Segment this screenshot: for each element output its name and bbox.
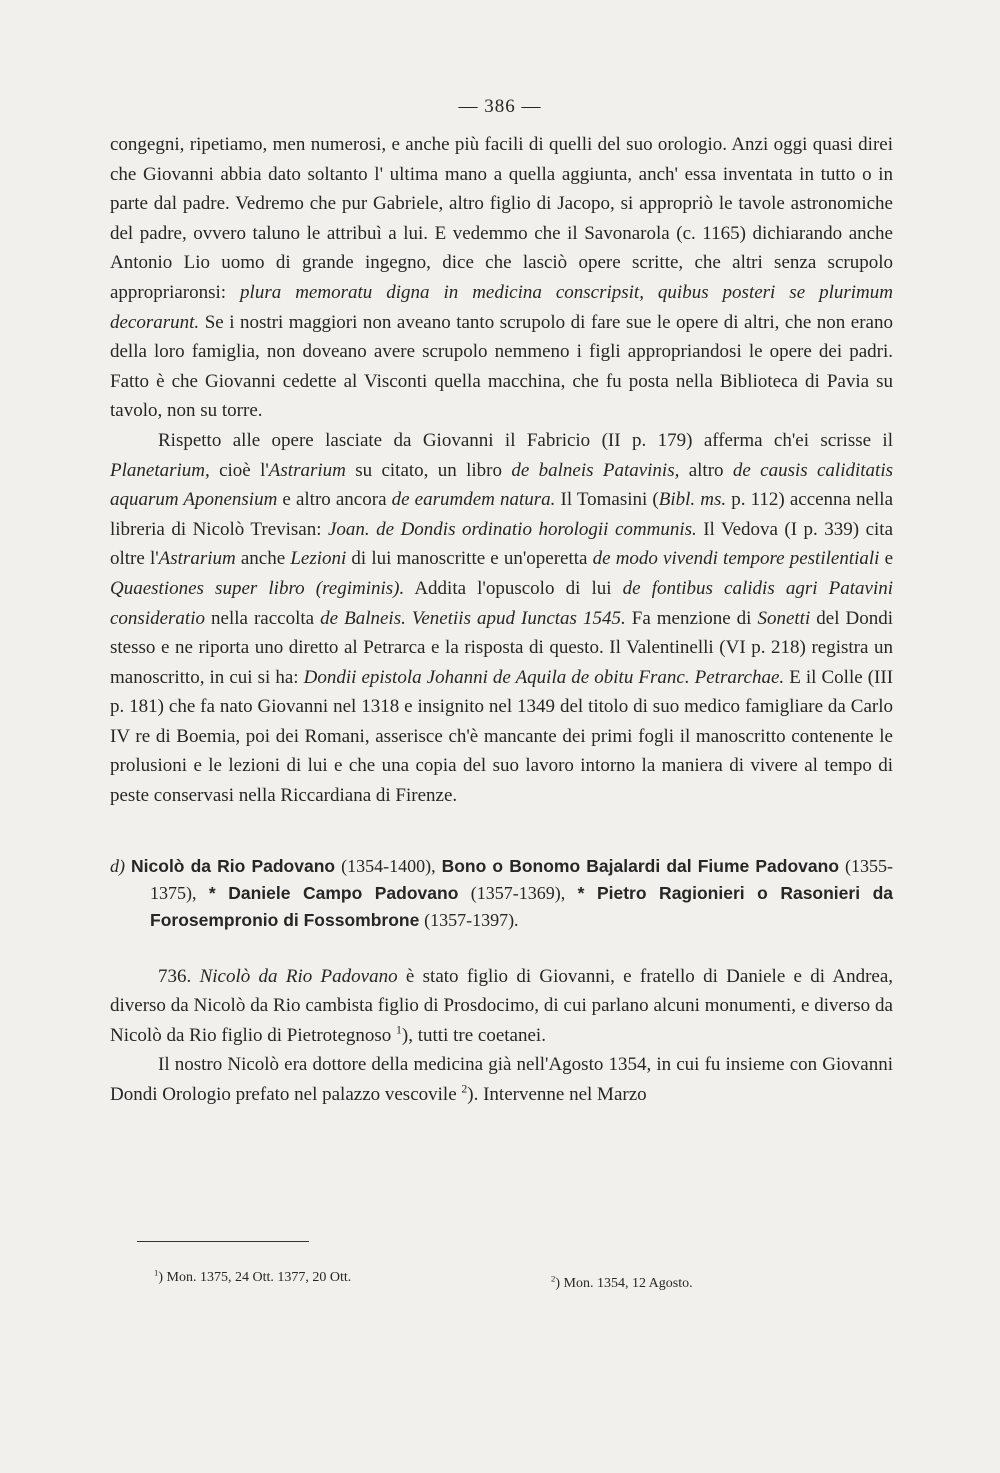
text-run: e altro ancora: [282, 489, 387, 511]
footnote-text: ) Mon. 1375, 24 Ott. 1377, 20 Ott.: [158, 1270, 352, 1285]
text-run: Fa menzione di: [631, 607, 752, 629]
text-run: ), tutti tre coetanei.: [401, 1024, 546, 1046]
footnote-text: ) Mon. 1354, 12 Agosto.: [555, 1276, 693, 1291]
paragraph-2: [110, 426, 893, 811]
person-name: Bono o Bonomo Bajalardi dal Fiume Padovano: [441, 855, 840, 876]
date-range: (1357-1369),: [470, 882, 566, 903]
person-name: * Pietro Ragionieri o Rasonieri da Forosempronio di Fossombrone: [150, 882, 893, 930]
section-heading: [110, 853, 893, 934]
page-number: — 386 —: [458, 96, 542, 117]
main-text: [110, 130, 893, 1110]
work-title: Sonetti: [757, 607, 811, 629]
work-title: Quaestiones super libro (regiminis).: [110, 577, 405, 599]
text-run: p. 112) accenna nella libreria di Nicolò Trevisan:: [110, 489, 894, 540]
text-run: cioè l': [219, 459, 269, 481]
text-run: ). Intervenne nel Marzo: [467, 1084, 647, 1106]
work-title: Lezioni: [290, 548, 347, 570]
work-title: Bibl. ms.: [658, 489, 727, 511]
text-run: altro: [688, 459, 724, 481]
paragraph-4: [110, 1050, 893, 1109]
text-run: Il Vedova (I p. 339) cita oltre l': [110, 518, 894, 570]
work-title: Joan. de Dondis ordinatio horologii communis.: [328, 518, 697, 540]
paragraph-1: [110, 130, 893, 426]
text-run: E il Colle (III p. 181) che fa nato Giovanni nel 1318 e insignito nel 1349 del titolo di suo medico famigliare da Carlo IV re di Boemia, poi dei Romani, asserisce ch'è mancante dei primi fogli il manoscritto contenente le prolusioni e le lezioni di lui e che una copia del suo lavoro intorno la maniera di vivere al tempo di peste conservasi nella Riccardiana di Firenze.: [110, 666, 894, 807]
person-name: Nicolò da Rio Padovano: [131, 855, 336, 876]
work-title: de Balneis. Venetiis apud Iunctas 1545.: [320, 607, 626, 629]
text-run: è stato figlio di Giovanni, e fratello di Daniele e di Andrea, diverso da Nicolò da Rio cambista figlio di Prosdocimo, di cui parlano alcuni monumenti, e diverso da Nicolò da Rio figlio di Pietrotegnoso: [110, 965, 894, 1046]
text-run: Il Tomasini (: [560, 489, 659, 511]
paragraph-number: 736.: [158, 965, 192, 987]
footnote-2: [551, 1273, 693, 1292]
work-title: Astrarium: [158, 548, 236, 570]
text-run: congegni, ripetiamo, men numerosi, e anche più facili di quelli del suo orologio. Anzi oggi quasi direi che Giovanni abbia dato soltanto l' ultima mano a quella aggiunta, anch' essa inventata in tutto o in parte dal padre. Vedremo che pur Gabriele, altro figlio di Jacopo, si appropriò le tavole astronomiche del padre, ovvero taluno le attribuì a lui. E vedemmo che il Savonarola (c. 1165) dichiarando anche Antonio Lio uomo di grande ingegno, dice che lasciò opere scritte, che altri senza scrupolo appropriaronsi:: [110, 134, 893, 303]
text-run: e: [884, 548, 894, 570]
footnote-ref: 1: [396, 1023, 402, 1037]
footnote-mark: 1: [154, 1267, 159, 1278]
work-title: Dondii epistola Johanni de Aquila de obitu Franc. Petrarchae.: [303, 666, 785, 688]
work-title: de fontibus calidis agri Patavini consideratio: [110, 577, 894, 629]
work-title: Planetarium,: [110, 459, 210, 481]
person-name: Nicolò da Rio Padovano: [199, 965, 398, 987]
latin-quote: plura memoratu digna in medicina conscripsit, quibus posteri se plurimum decorarunt.: [110, 281, 893, 333]
work-title: Astrarium: [268, 459, 346, 481]
work-title: de balneis Patavinis,: [511, 459, 680, 481]
footnote-separator: [137, 1241, 309, 1242]
text-run: Il nostro Nicolò era dottore della medicina già nell'Agosto 1354, in cui fu insieme con Giovanni Dondi Orologio prefato nel palazzo vescovile: [110, 1054, 893, 1106]
footnote-1: [154, 1267, 352, 1286]
work-title: de causis caliditatis aquarum Aponensium: [110, 459, 893, 511]
footnote-mark: 2: [551, 1273, 556, 1284]
text-run: nella raccolta: [211, 607, 315, 629]
section-letter: d): [110, 855, 125, 876]
work-title: de earumdem natura.: [391, 489, 556, 511]
text-run: anche: [240, 548, 286, 570]
text-run: Addita l'opuscolo di lui: [414, 577, 612, 599]
date-range: (1354-1400),: [341, 855, 436, 876]
text-run: Se i nostri maggiori non aveano tanto scrupolo di fare sue le opere di altri, che non erano della loro famiglia, non doveano avere scrupolo nemmeno i figli appropriandosi le opere dei padri. Fatto è che Giovanni cedette al Visconti quella macchina, che fu posta nella Biblioteca di Pavia su tavolo, non su torre.: [110, 311, 893, 422]
person-name: * Daniele Campo Padovano: [208, 882, 459, 903]
text-run: su citato, un libro: [355, 459, 502, 481]
footnote-ref: 2: [461, 1082, 468, 1096]
text-run: Rispetto alle opere lasciate da Giovanni il Fabricio (II p. 179) afferma ch'ei scrisse il: [158, 429, 893, 451]
text-run: di lui manoscritte e un'operetta: [351, 548, 588, 570]
text-run: del Dondi stesso e ne riporta uno diretto al Petrarca e la risposta di questo. Il Valentinelli (VI p. 218) registra un manoscritto, in cui si ha:: [110, 607, 894, 688]
paragraph-3: [110, 962, 893, 1051]
date-range: (1357-1397).: [424, 909, 519, 930]
date-range: (1355-1375),: [150, 855, 894, 903]
work-title: de modo vivendi tempore pestilentiali: [592, 548, 880, 570]
